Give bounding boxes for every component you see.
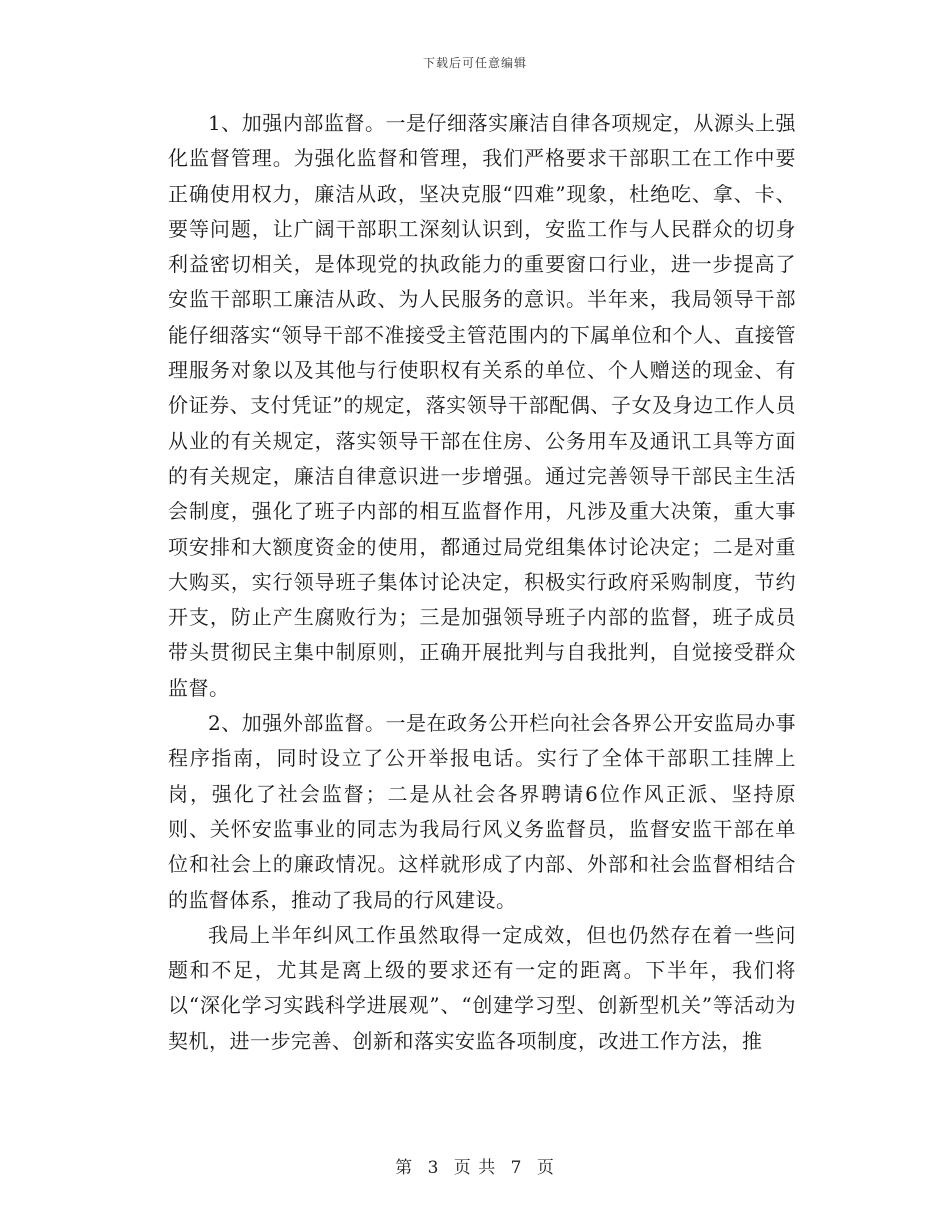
total-pages: 7	[510, 1158, 523, 1178]
paragraph-internal-supervision: 1、加强内部监督。一是仔细落实廉洁自律各项规定，从源头上强化监督管理。为强化监督和管理，我们严格要求干部职工在工作中要正确使用权力，廉洁从政，坚决克服“四难”现象，杜绝吃、拿、卡、要等问题，让广阔干部职工深刻认识到，安监工作与人民群众的切身利益密切相关，是体现党的执政能力的重要窗口行业，进一步提高了安监干部职工廉洁从政、为人民服务的意识。半年来，我局领导干部能仔细落实“领导干部不准接受主管范围内的下属单位和个人、直接管理服务对象以及其他与行使职权有关系的单位、个人赠送的现金、有价证券、支付凭证”的规定，落实领导干部配偶、子女及身边工作人员从业的有关规定，落实领导干部在住房、公务用车及通讯工具等方面的有关规定，廉洁自律意识进一步增强。通过完善领导干部民主生活会制度，强化了班子内部的相互监督作用，凡涉及重大决策，重大事项安排和大额度资金的使用，都通过局党组集体讨论决定；二是对重大购买，实行领导班子集体讨论决定，积极实行政府采购制度，节约开支，防止产生腐败行为；三是加强领导班子内部的监督，班子成员带头贯彻民主集中制原则，正确开展批判与自我批判，自觉接受群众监督。	[168, 111, 796, 700]
page-label-suffix: 页	[536, 1158, 555, 1178]
paragraph-external-supervision: 2、加强外部监督。一是在政务公开栏向社会各界公开安监局办事程序指南，同时设立了公开举报电话。实行了全体干部职工挂牌上岗，强化了社会监督；二是从社会各界聘请6位作风正派、坚持原则、关怀安监事业的同志为我局行风义务监督员，监督安监干部在单位和社会上的廉政情况。这样就形成了内部、外部和社会监督相结合的监督体系，推动了我局的行风建设。	[168, 711, 796, 912]
page-footer	[0, 1153, 950, 1178]
page-label-prefix: 第	[395, 1158, 414, 1178]
page-header-note: 下载后可任意编辑	[422, 56, 527, 70]
page-label-mid: 页 共	[453, 1158, 497, 1178]
page-number: 3	[427, 1158, 440, 1178]
document-body	[168, 106, 796, 1059]
paragraph-summary: 我局上半年纠风工作虽然取得一定成效，但也仍然存在着一些问题和不足，尤其是离上级的要求还有一定的距离。下半年，我们将以“深化学习实践科学进展观”、“创建学习型、创新型机关”等活动为契机，进一步完善、创新和落实安监各项制度，改进工作方法，推	[168, 922, 796, 1053]
